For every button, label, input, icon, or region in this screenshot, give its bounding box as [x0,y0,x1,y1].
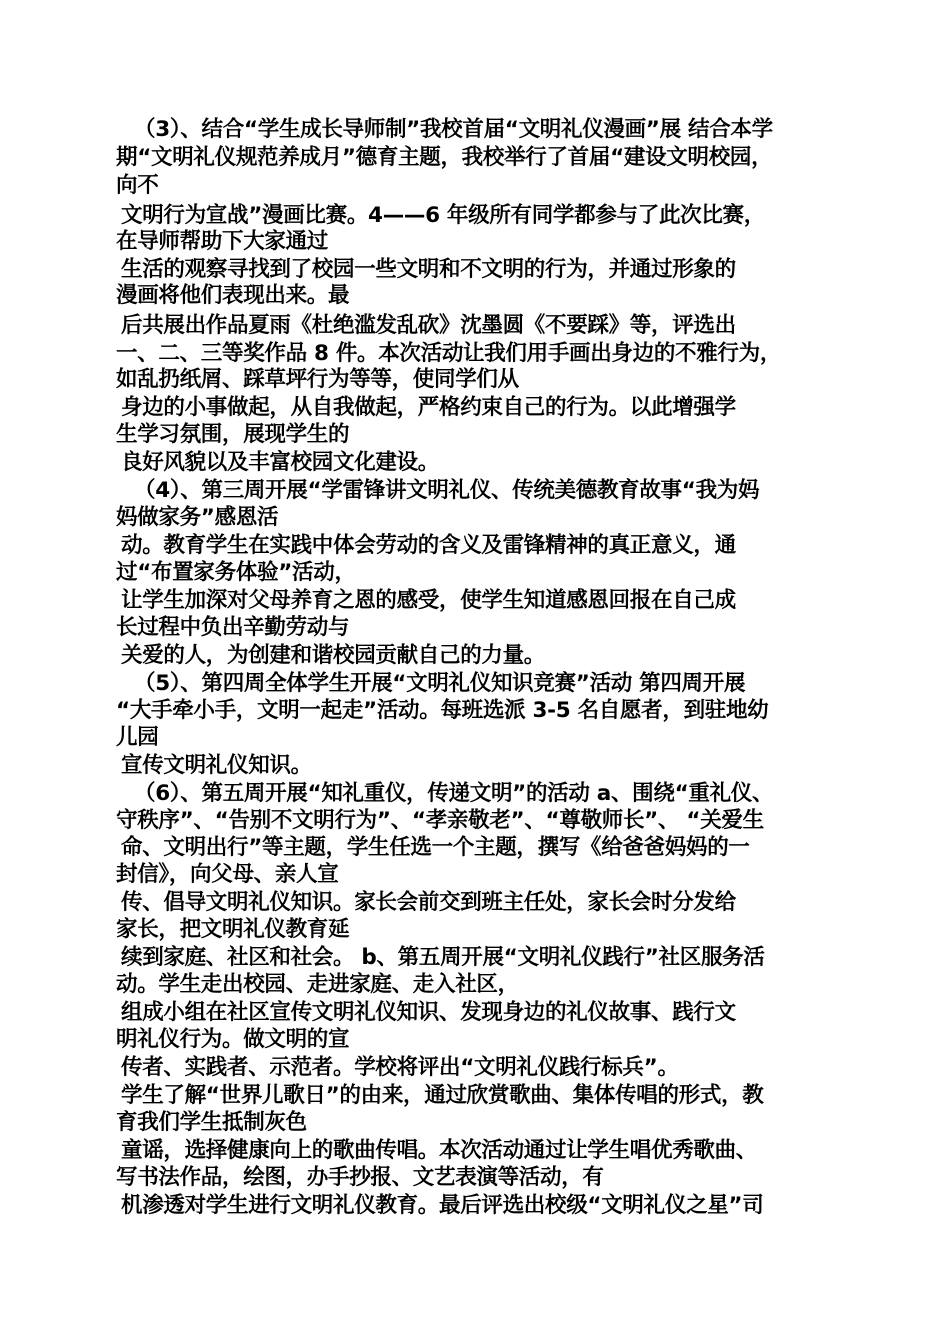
text-line: （3）、结合“学生成长导师制”我校首届“文明礼仪漫画”展 结合本学 [134,117,773,142]
text-line: 关爱的人，为创建和谐校园贡献自己的力量。 [121,643,546,668]
text-line: 生学习氛围，展现学生的 [116,422,350,447]
text-line: 在导师帮助下大家通过 [116,229,329,254]
text-line: 动。学生走出校园、走进家庭、走入社区， [116,972,519,997]
text-line: 命、文明出行”等主题，学生任选一个主题，撰写《给爸爸妈妈的一 [121,835,750,860]
text-line: 明礼仪行为。做文明的宣 [116,1027,350,1052]
text-line: 家长，把文明礼仪教育延 [116,917,350,942]
text-line: 良好风貌以及丰富校园文化建设。 [121,450,440,475]
text-line: 传者、实践者、示范者。学校将评出“文明礼仪践行标兵”。 [121,1055,679,1080]
text-line: 学生了解“世界儿歌日”的由来，通过欣赏歌曲、集体传唱的形式，教 [121,1083,764,1108]
text-line: “大手牵小手，文明一起走”活动。每班选派 3-5 名自愿者，到驻地幼 [116,698,769,723]
text-line: 写书法作品，绘图，办手抄报、文艺表演等活动，有 [116,1165,604,1190]
text-line: （4）、第三周开展“学雷锋讲文明礼仪、传统美德教育故事“我为妈 [134,478,760,503]
text-line: 长过程中负出辛勤劳动与 [116,615,350,640]
text-line: 让学生加深对父母养育之恩的感受，使学生知道感恩回报在自己成 [121,588,736,613]
text-line: 育我们学生抵制灰色 [116,1110,307,1135]
text-line: 一、二、三等奖作品 8 件。本次活动让我们用手画出身边的不雅行为， [116,341,782,366]
text-line: 向不 [116,173,159,198]
text-line: 封信》，向父母、亲人宣 [116,862,339,887]
text-line: 续到家庭、社区和社会。 b、第五周开展“文明礼仪践行”社区服务活 [121,945,765,970]
text-line: 守秩序”、“告别不文明行为”、“孝亲敬老”、“尊敬师长”、 “关爱生 [116,808,764,833]
text-line: 后共展出作品夏雨《杜绝滥发乱砍》沈墨圆《不要踩》等，评选出 [121,313,736,338]
text-line: 传、倡导文明礼仪知识。家长会前交到班主任处，家长会时分发给 [121,890,736,915]
text-line: 漫画将他们表现出来。最 [116,283,350,308]
text-line: 身边的小事做起，从自我做起，严格约束自己的行为。以此增强学 [121,395,736,420]
text-line: 儿园 [116,725,159,750]
text-line: （6）、第五周开展“知礼重仪，传递文明”的活动 a、围绕“重礼仪、 [134,781,774,806]
text-line: 动。教育学生在实践中体会劳动的含义及雷锋精神的真正意义，通 [121,533,736,558]
text-line: 妈做家务”感恩活 [116,505,279,530]
text-line: 生活的观察寻找到了校园一些文明和不文明的行为，并通过形象的 [121,257,736,282]
text-line: 童谣，选择健康向上的歌曲传唱。本次活动通过让学生唱优秀歌曲、 [121,1138,758,1163]
text-line: 如乱扔纸屑、踩草坪行为等等，使同学们从 [116,367,519,392]
text-line: 宣传文明礼仪知识。 [121,753,312,778]
text-line: 期“文明礼仪规范养成月”德育主题，我校举行了首届“建设文明校园， [116,145,773,170]
text-line: 机渗透对学生进行文明礼仪教育。最后评选出校级“文明礼仪之星”司 [121,1193,764,1218]
text-line: 文明行为宣战”漫画比赛。4——6 年级所有同学都参与了此次比赛， [121,203,765,228]
text-line: 过“布置家务体验”活动， [116,560,356,585]
text-line: 组成小组在社区宣传文明礼仪知识、发现身边的礼仪故事、践行文 [121,1000,736,1025]
text-line: （5）、第四周全体学生开展“文明礼仪知识竞赛”活动 第四周开展 [134,671,746,696]
